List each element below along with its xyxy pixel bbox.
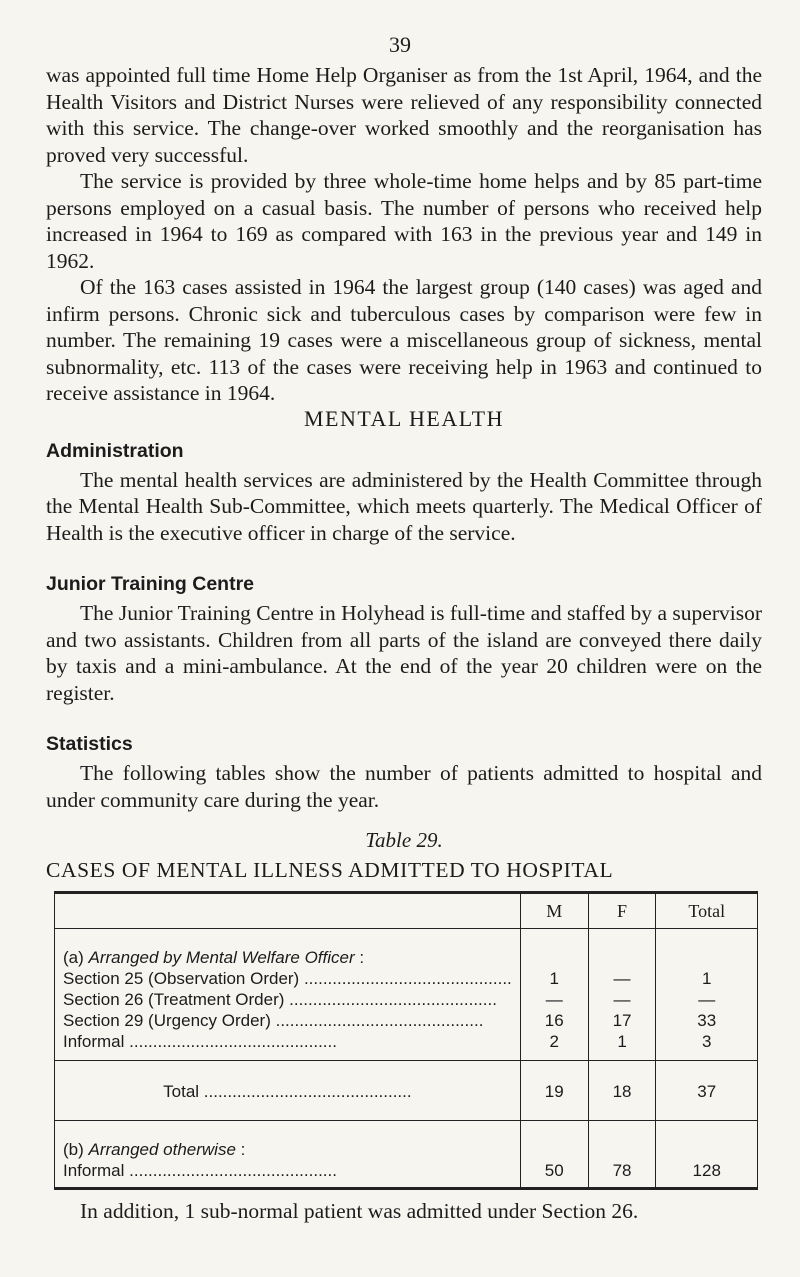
header-blank — [55, 893, 521, 929]
page-content — [46, 62, 762, 1224]
page-number: 39 — [389, 32, 411, 57]
cell-value: 78 — [612, 1161, 632, 1180]
table-row-group-b — [55, 1121, 758, 1189]
row-label: Informal ..... — [63, 1161, 337, 1180]
intro-paragraph-2: The service is provided by three whole-time home helps and by 85 part-time persons employed on a casual basis. The number of persons who received help increased in 1964 to 169 as compared with 163 in the previous year and 149 in 1962. — [46, 169, 762, 273]
section-title: MENTAL HEALTH — [303, 405, 505, 431]
header-f: F — [588, 893, 656, 929]
cell-value: 17 — [612, 1011, 632, 1030]
statistics-heading: Statistics — [46, 733, 133, 755]
intro-paragraph-3: Of the 163 cases assisted in 1964 the largest group (140 cases) was aged and infirm persons. Chronic sick and tuberculous cases by comparison were few in number. The remaining 19 cases were a miscellaneous group of sickness, mental subnormality, etc. 113 of the cases were receiving help in 1963 and continued to receive assistance in 1964. — [46, 275, 762, 405]
table-row-group-a — [55, 929, 758, 1061]
header-m: M — [520, 893, 588, 929]
intro-paragraph-1: was appointed full time Home Help Organiser as from the 1st April, 1964, and the Health Visitors and District Nurses were relieved of any responsibility connected with this service. The change-over worked smoothly and the reorganisation has proved very successful. — [46, 63, 762, 167]
spacer — [46, 813, 762, 827]
table-row-total — [55, 1061, 758, 1121]
cell-value: 33 — [697, 1011, 717, 1030]
group-a-f — [588, 929, 656, 1061]
table-label: Table 29. — [365, 828, 443, 852]
junior-training-text: The Junior Training Centre in Holyhead is full-time and staffed by a supervisor and two assistants. Children from all parts of the island are conveyed there daily by taxis and a mini-ambulance. At the end of the year 20 children were on the register. — [46, 601, 762, 705]
junior-training-heading: Junior Training Centre — [46, 573, 255, 595]
cell-value: — — [698, 990, 716, 1009]
cell-value: 50 — [544, 1161, 564, 1180]
group-b-m — [520, 1121, 588, 1189]
group-a-label: (a) Arranged by Mental Welfare Officer : — [63, 948, 365, 967]
cell-value: 1 — [549, 969, 559, 988]
statistics-text: The following tables show the number of patients admitted to hospital and under community care during the year. — [46, 761, 762, 812]
group-a-labels — [55, 929, 521, 1061]
group-b-labels — [55, 1121, 521, 1189]
cell-value: 128 — [692, 1161, 721, 1180]
group-a-total — [656, 929, 758, 1061]
spacer — [46, 546, 762, 572]
total-total: 37 — [656, 1061, 758, 1121]
row-label: Section 25 (Observation Order) ..... — [63, 969, 512, 988]
cell-value: — — [613, 990, 631, 1009]
row-label: Section 26 (Treatment Order) ..... — [63, 990, 497, 1009]
header-total: Total — [656, 893, 758, 929]
spacer — [46, 706, 762, 732]
cell-value: 1 — [702, 969, 712, 988]
cell-value: 16 — [544, 1011, 564, 1030]
administration-heading: Administration — [46, 439, 184, 462]
row-label: Informal ..... — [63, 1032, 337, 1051]
table-header-row — [55, 893, 758, 929]
cell-value: — — [613, 969, 631, 988]
cell-value: 2 — [549, 1032, 559, 1051]
group-b-f — [588, 1121, 656, 1189]
cell-value: — — [545, 990, 563, 1009]
total-label-cell — [55, 1061, 521, 1121]
group-a-m — [520, 929, 588, 1061]
group-b-total — [656, 1121, 758, 1189]
row-label: Section 29 (Urgency Order) ..... — [63, 1011, 483, 1030]
administration-text: The mental health services are administered by the Health Committee through the Mental Health Sub-Committee, which meets quarterly. The Medical Officer of Health is the executive officer in charge of the service. — [46, 467, 762, 545]
table-footnote: In addition, 1 sub-normal patient was admitted under Section 26. — [80, 1199, 639, 1223]
total-f: 18 — [588, 1061, 656, 1121]
admissions-table — [54, 891, 758, 1190]
cell-value: 3 — [702, 1032, 712, 1051]
cell-value: 1 — [617, 1032, 627, 1051]
group-b-label: (b) Arranged otherwise : — [63, 1140, 246, 1159]
table-title: CASES OF MENTAL ILLNESS ADMITTED TO HOSPITAL — [46, 858, 614, 882]
total-m: 19 — [520, 1061, 588, 1121]
total-label: Total ..... — [163, 1081, 411, 1102]
